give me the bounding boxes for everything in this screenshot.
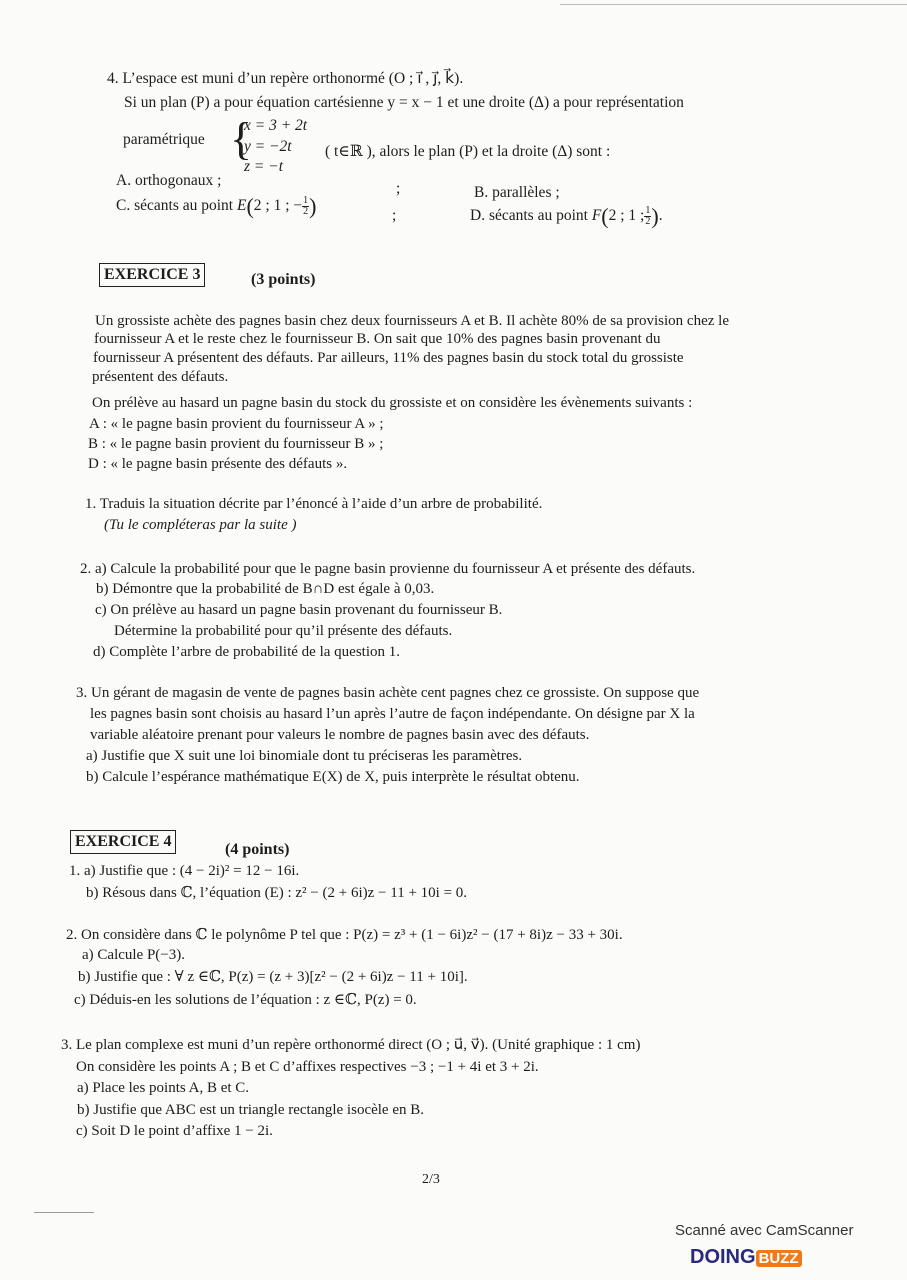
doingbuzz-logo: DOING BUZZ xyxy=(690,1246,802,1269)
system-brace: { xyxy=(230,113,253,164)
option-b: B. parallèles ; xyxy=(474,184,560,201)
fraction-half: $\frac{1}{2}$ xyxy=(303,195,309,217)
ex3-question-1: 1. Traduis la situation décrite par l’énoncé à l’aide d’un arbre de probabilité. xyxy=(85,496,543,512)
exercice-4-points: (4 points) xyxy=(225,841,290,858)
q4-intro: 4. L’espace est muni d’un repère orthonormé (O ; ı⃗ , ȷ⃗, k⃗). xyxy=(107,70,464,87)
ex3-para-line-4: présentent des défauts. xyxy=(92,369,229,385)
fraction-half-d: $\frac{1}{2}$ xyxy=(645,205,651,227)
ex4-question-2: 2. On considère dans ℂ le polynôme P tel que : P(z) = z³ + (1 − 6i)z² − (17 + 8i)z − 33 + 30i. xyxy=(66,927,623,943)
ex4-question-3a: a) Place les points A, B et C. xyxy=(77,1080,250,1096)
option-d: D. sécants au point F(2 ; 1 ; $\frac{1}{2}$ ). xyxy=(470,203,663,229)
ex3-para-line-3: fournisseur A présentent des défauts. Par ailleurs, 11% des pagnes basin du stock total du grossiste xyxy=(93,350,684,366)
camscanner-label: Scanné avec CamScanner xyxy=(675,1222,854,1239)
exercice-3-points: (3 points) xyxy=(251,271,316,288)
ex4-question-2c: c) Déduis-en les solutions de l’équation : z ∈ℂ, P(z) = 0. xyxy=(74,992,417,1008)
event-a: A : « le pagne basin provient du fournisseur A » ; xyxy=(89,416,384,432)
ex4-question-2a: a) Calcule P(−3). xyxy=(82,947,186,963)
q4-param-label: paramétrique xyxy=(123,131,205,148)
event-d: D : « le pagne basin présente des défauts ». xyxy=(88,456,348,472)
bottom-left-rule xyxy=(34,1212,94,1213)
ex3-question-3b: b) Calcule l’espérance mathématique E(X) de X, puis interprète le résultat obtenu. xyxy=(86,769,580,785)
ex4-question-1a: 1. a) Justifie que : (4 − 2i)² = 12 − 16i. xyxy=(69,863,300,879)
option-c-point: E xyxy=(236,197,247,215)
option-a: A. orthogonaux ; xyxy=(116,172,222,189)
ex3-question-2d: d) Complète l’arbre de probabilité de la question 1. xyxy=(93,644,400,660)
system-line-3: z = −t xyxy=(244,158,284,175)
ex4-question-3-line-2: On considère les points A ; B et C d’affixes respectives −3 ; −1 + 4i et 3 + 2i. xyxy=(76,1059,539,1075)
q4-param-condition: ( t∈ℝ ), alors le plan (P) et la droite (Δ) sont : xyxy=(325,143,611,160)
ex3-question-3-line-2: les pagnes basin sont choisis au hasard l’un après l’autre de façon indépendante. On désigne par X la xyxy=(90,706,695,722)
event-b: B : « le pagne basin provient du fournisseur B » ; xyxy=(88,436,384,452)
option-separator: ; xyxy=(396,180,401,197)
option-c-coords: 2 ; 1 ; − xyxy=(253,197,303,215)
option-d-point: F xyxy=(591,207,602,225)
option-c-label: C. sécants au point xyxy=(116,197,234,215)
option-separator-2: ; xyxy=(392,207,397,224)
ex3-question-2a: 2. a) Calcule la probabilité pour que le pagne basin provienne du fournisseur A et présente des défauts. xyxy=(80,561,696,577)
ex3-question-2c-follow: Détermine la probabilité pour qu’il présente des défauts. xyxy=(114,623,453,639)
ex3-para-line-1: Un grossiste achète des pagnes basin chez deux fournisseurs A et B. Il achète 80% de sa provision chez le xyxy=(95,313,729,329)
page-number: 2/3 xyxy=(422,1172,440,1187)
option-d-label: D. sécants au point xyxy=(470,207,588,225)
ex3-para-line-2: fournisseur A et le reste chez le fournisseur B. On sait que 10% des pagnes basin provenant du xyxy=(94,331,661,347)
ex4-question-3c: c) Soit D le point d’affixe 1 − 2i. xyxy=(76,1123,273,1139)
option-d-coords: 2 ; 1 ; xyxy=(608,207,645,225)
ex4-question-3b: b) Justifie que ABC est un triangle rectangle isocèle en B. xyxy=(77,1102,424,1118)
exercice-3-title: EXERCICE 3 xyxy=(99,263,205,287)
system-line-1: x = 3 + 2t xyxy=(244,117,308,134)
ex3-question-2b: b) Démontre que la probabilité de B∩D est égale à 0,03. xyxy=(96,581,435,597)
ex3-question-2c: c) On prélève au hasard un pagne basin provenant du fournisseur B. xyxy=(95,602,503,618)
ex4-question-2b: b) Justifie que : ∀ z ∈ℂ, P(z) = (z + 3)[z² − (2 + 6i)z − 11 + 10i]. xyxy=(78,969,468,985)
ex4-question-3: 3. Le plan complexe est muni d’un repère orthonormé direct (O ; u⃗, v⃗). (Unité graphique : 1 cm) xyxy=(61,1037,641,1053)
ex3-question-3a: a) Justifie que X suit une loi binomiale dont tu préciseras les paramètres. xyxy=(86,748,523,764)
ex4-question-1b: b) Résous dans ℂ, l’équation (E) : z² − (2 + 6i)z − 11 + 10i = 0. xyxy=(86,885,468,901)
ex3-question-3-line-3: variable aléatoire prenant pour valeurs le nombre de pagnes basin avec des défauts. xyxy=(90,727,590,743)
system-line-2: y = −2t xyxy=(244,138,292,155)
exercice-4-title: EXERCICE 4 xyxy=(70,830,176,854)
ex3-para-line-5: On prélève au hasard un pagne basin du stock du grossiste et on considère les évènements suivants : xyxy=(92,395,693,411)
top-rule xyxy=(560,4,907,5)
option-c: C. sécants au point E(2 ; 1 ; − $\frac{1}{2}$ ) xyxy=(116,193,317,219)
q4-statement: Si un plan (P) a pour équation cartésienne y = x − 1 et une droite (Δ) a pour représentation xyxy=(124,94,684,111)
ex3-question-3: 3. Un gérant de magasin de vente de pagnes basin achète cent pagnes chez ce grossiste. On suppose que xyxy=(76,685,700,701)
ex3-question-1-note: (Tu le compléteras par la suite ) xyxy=(104,517,297,533)
